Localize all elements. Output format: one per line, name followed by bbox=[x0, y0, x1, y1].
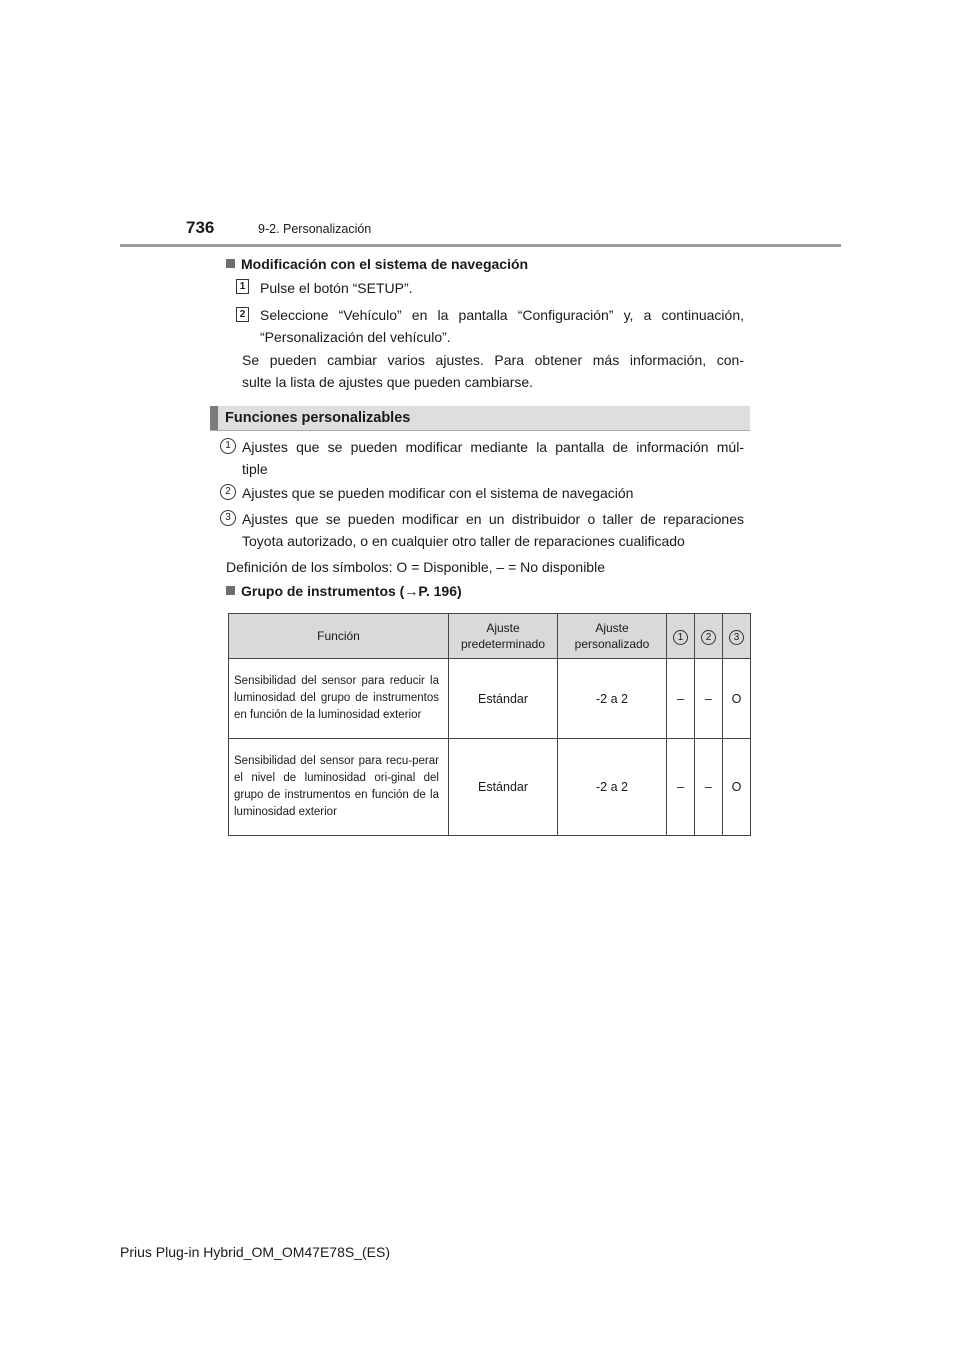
cell-function: Sensibilidad del sensor para recu-perar el nivel de luminosidad ori-ginal del grupo de instrumentos en función de la luminosidad exterior bbox=[229, 739, 449, 836]
table-row bbox=[229, 659, 751, 739]
function-item-line: Ajustes que se pueden modificar mediante la pantalla de información múl- bbox=[242, 439, 744, 455]
col-header-2 bbox=[695, 614, 723, 659]
table-row bbox=[229, 739, 751, 836]
cell-custom: -2 a 2 bbox=[558, 739, 667, 836]
group-heading bbox=[226, 583, 462, 599]
page-number: 736 bbox=[186, 218, 215, 237]
col-header-3 bbox=[723, 614, 751, 659]
note-line: sulte la lista de ajustes que pueden cambiarse. bbox=[242, 374, 534, 390]
chapter-title: 9-2. Personalización bbox=[258, 222, 372, 236]
group-heading-text: Grupo de instrumentos (→P. 196) bbox=[241, 583, 462, 599]
circled-number-icon: 3 bbox=[729, 630, 744, 645]
square-bullet-icon bbox=[226, 259, 235, 268]
cell-custom: -2 a 2 bbox=[558, 659, 667, 739]
cell-col1: – bbox=[667, 659, 695, 739]
section-heading bbox=[226, 256, 528, 272]
circled-number-icon: 2 bbox=[220, 484, 236, 500]
cell-col3: O bbox=[723, 659, 751, 739]
circled-number-icon: 1 bbox=[673, 630, 688, 645]
circled-number-icon: 1 bbox=[220, 438, 236, 454]
settings-table bbox=[228, 613, 751, 836]
step-number-badge: 1 bbox=[236, 279, 249, 294]
col-header-custom-line2: personalizado bbox=[574, 637, 650, 651]
table-header-row bbox=[229, 614, 751, 659]
note-line: Se pueden cambiar varios ajustes. Para obtener más información, con- bbox=[242, 352, 744, 368]
col-header-default-line1: Ajuste bbox=[486, 621, 520, 635]
functions-heading: Funciones personalizables bbox=[225, 410, 411, 426]
footer-doc-id: Prius Plug-in Hybrid_OM_OM47E78S_(ES) bbox=[120, 1244, 390, 1260]
col-header-custom-line1: Ajuste bbox=[595, 621, 629, 635]
col-header-default-line2: predeterminado bbox=[460, 637, 546, 651]
cell-default: Estándar bbox=[449, 659, 558, 739]
col-header-default bbox=[449, 614, 558, 659]
square-bullet-icon bbox=[226, 586, 235, 595]
circled-number-icon: 2 bbox=[701, 630, 716, 645]
step-text-line: “Personalización del vehículo”. bbox=[260, 329, 451, 345]
circled-number-icon: 3 bbox=[220, 510, 236, 526]
cell-col2: – bbox=[695, 659, 723, 739]
step-text-line: Seleccione “Vehículo” en la pantalla “Configuración” y, a continuación, bbox=[260, 307, 744, 323]
col-header-custom bbox=[558, 614, 667, 659]
header-divider bbox=[120, 244, 841, 247]
heading-accent-stripe bbox=[210, 406, 218, 430]
step-text: Pulse el botón “SETUP”. bbox=[260, 280, 413, 296]
function-item-line: Ajustes que se pueden modificar con el sistema de navegación bbox=[242, 485, 634, 501]
step-number-badge: 2 bbox=[236, 307, 249, 322]
cell-col1: – bbox=[667, 739, 695, 836]
col-header-function: Función bbox=[229, 614, 449, 659]
functions-heading-bar bbox=[210, 406, 750, 431]
col-header-1 bbox=[667, 614, 695, 659]
function-item-line: Ajustes que se pueden modificar en un distribuidor o taller de reparaciones bbox=[242, 511, 744, 527]
function-item-line: tiple bbox=[242, 461, 268, 477]
function-item-line: Toyota autorizado, o en cualquier otro taller de reparaciones cualificado bbox=[242, 533, 685, 549]
symbol-definition: Definición de los símbolos: O = Disponible, – = No disponible bbox=[226, 559, 605, 575]
cell-default: Estándar bbox=[449, 739, 558, 836]
section-heading-text: Modificación con el sistema de navegación bbox=[241, 256, 529, 272]
cell-col3: O bbox=[723, 739, 751, 836]
cell-col2: – bbox=[695, 739, 723, 836]
cell-function: Sensibilidad del sensor para reducir la luminosidad del grupo de instrumentos en función de la luminosidad exterior bbox=[229, 659, 449, 739]
